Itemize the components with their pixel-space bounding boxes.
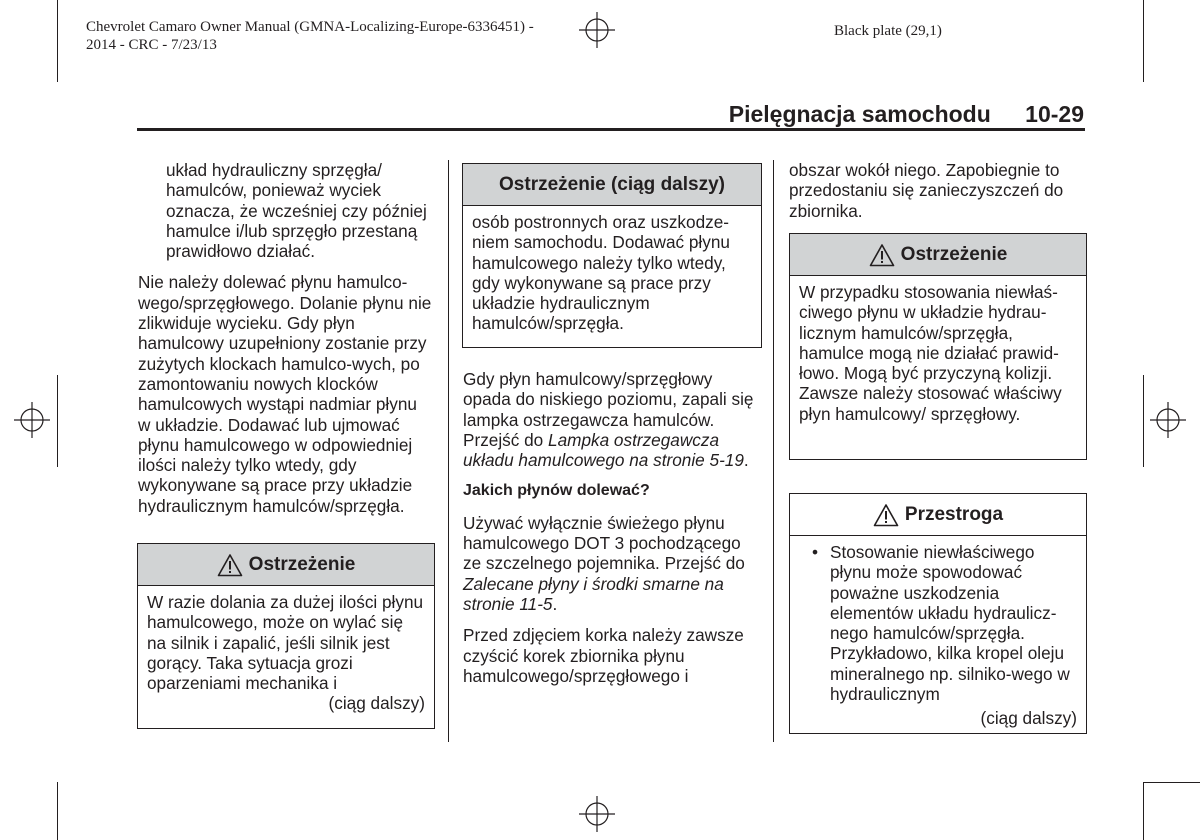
crop-mark-bottom-right-vertical [1143, 782, 1144, 840]
column-1 [138, 160, 434, 527]
bullet-marker: • [812, 542, 819, 562]
paragraph-low-level-text: Gdy płyn hamulcowy/sprzęgłowy opada do niskiego poziomu, zapali się lampka ostrzegawcza hamulców. Przejść do [463, 369, 754, 450]
column-separator-2 [773, 160, 774, 742]
warning-box-header [138, 544, 434, 586]
warning-box-body [138, 586, 434, 718]
caution-bullet-text: Stosowanie niewłaściwego płynu może spowodować poważne uszkodzenia elementów układu hydraulicz-nego hamulców/sprzęgła. Przykładowo, kilka kropel oleju mineralnego np. silniko-wego w hydraulicznym [830, 542, 1070, 705]
cross-reference-link[interactable]: Lampka ostrzegawcza układu hamulcowego na stronie 5-19 [463, 429, 744, 471]
paragraph-fluid-type-end: . [552, 593, 558, 614]
registration-mark-right [1150, 402, 1186, 438]
crop-mark-top-right-vertical [1143, 0, 1144, 82]
caution-triangle-icon [873, 503, 899, 527]
paragraph-fluid-type [463, 513, 763, 614]
crop-mark-left-center [57, 375, 58, 467]
paragraph-low-level [463, 369, 763, 470]
crop-mark-bottom-right-horizontal [1143, 782, 1200, 783]
warning-box [137, 543, 435, 729]
crop-mark-right-center [1143, 375, 1144, 467]
warning-continued-title: Ostrzeżenie (ciąg dalszy) [499, 173, 725, 195]
running-head [729, 101, 1084, 128]
print-header-meta [86, 18, 534, 54]
continued-label: (ciąg dalszy) [980, 708, 1077, 729]
registration-mark-bottom [579, 796, 615, 832]
caution-box-body [790, 536, 1086, 733]
column-separator-1 [448, 160, 449, 742]
registration-mark-left [14, 402, 50, 438]
warning-box-text: W razie dolania za dużej ilości płynu hamulcowego, może on wylać się na silnik i zapalić, jeśli silnik jest gorący. Taka sytuacja grozi oparzeniami mechanika i [147, 592, 424, 694]
print-header-plate: Black plate (29,1) [834, 23, 942, 39]
caution-box [789, 493, 1087, 734]
warning-continued-header [463, 164, 761, 206]
print-header-line-2: 2014 - CRC - 7/23/13 [86, 37, 217, 53]
warning-box-title: Ostrzeżenie [900, 243, 1008, 265]
warning-triangle-icon [869, 243, 895, 267]
crop-mark-top-left-vertical [57, 0, 58, 82]
column-2 [463, 369, 763, 697]
section-title: Pielęgnacja samochodu [728, 101, 991, 127]
indented-paragraph: układ hydrauliczny sprzęgła/ hamulców, ponieważ wyciek oznacza, że wcześniej czy później hamulce i/lub sprzęgło przestaną prawidłowo działać. [166, 160, 427, 262]
header-rule [137, 128, 1085, 131]
crop-mark-bottom-left-vertical [57, 782, 58, 840]
column-3 [789, 160, 1086, 232]
warning-box-body [790, 276, 1086, 428]
paragraph-cap-cleaning: Przed zdjęciem korka należy zawsze czyścić korek zbiornika płynu hamulcowego/sprzęgłowego i [463, 625, 744, 686]
warning-continued-box [462, 163, 762, 348]
warning-box-text: W przypadku stosowania niewłaś-ciwego płynu w układzie hydrau-licznym hamulców/sprzęgła, hamulce mogą nie działać prawid-łowo. Mogą być przyczyną kolizji. Zawsze należy stosować właściwy płyn hamulcowy/ sprzęgłowy. [799, 282, 1062, 424]
paragraph-fluid-type-text: Używać wyłącznie świeżego płynu hamulcowego DOT 3 pochodzącego ze szczelnego pojemnika. Przejść do [463, 512, 745, 574]
caution-bullet-item [812, 542, 1077, 704]
cross-reference-link[interactable]: Zalecane płyny i środki smarne na stronie 11-5 [463, 573, 724, 614]
paragraph: obszar wokół niego. Zapobiegnie to przedostaniu się zanieczyszczeń do zbiornika. [789, 160, 1064, 221]
warning-triangle-icon [217, 553, 243, 577]
paragraph: Nie należy dolewać płynu hamulco-wego/sprzęgłowego. Dolanie płynu nie zlikwiduje wycieku. Gdy płyn hamulcowy uzupełniony zostanie przy zużytych klockach hamulco-wych, po zamontowaniu nowych klocków hamulcowych wystąpi nadmiar płynu w układzie. Dodawać lub ujmować płynu hamulcowego w odpowiedniej ilości należy tylko wtedy, gdy wykonywane są prace przy układzie hydraulicznym hamulców/sprzęgła. [138, 272, 432, 516]
warning-continued-text: osób postronnych oraz uszkodze-niem samochodu. Dodawać płynu hamulcowego należy tylko wtedy, gdy wykonywane są prace przy układzie hydraulicznym hamulców/sprzęgła. [472, 212, 730, 334]
registration-mark-top [579, 12, 615, 48]
continued-label: (ciąg dalszy) [328, 693, 425, 714]
caution-box-header [790, 494, 1086, 536]
print-header-line-1: Chevrolet Camaro Owner Manual (GMNA-Localizing-Europe-6336451) - [86, 19, 534, 35]
warning-box [789, 233, 1087, 460]
warning-box-header [790, 234, 1086, 276]
warning-box-title: Ostrzeżenie [248, 553, 356, 575]
paragraph-low-level-end: . [743, 450, 749, 471]
page-number: 10-29 [1025, 101, 1084, 127]
warning-continued-body [463, 206, 761, 338]
caution-box-title: Przestroga [904, 503, 1004, 525]
subheading: Jakich płynów dolewać? [463, 482, 650, 500]
